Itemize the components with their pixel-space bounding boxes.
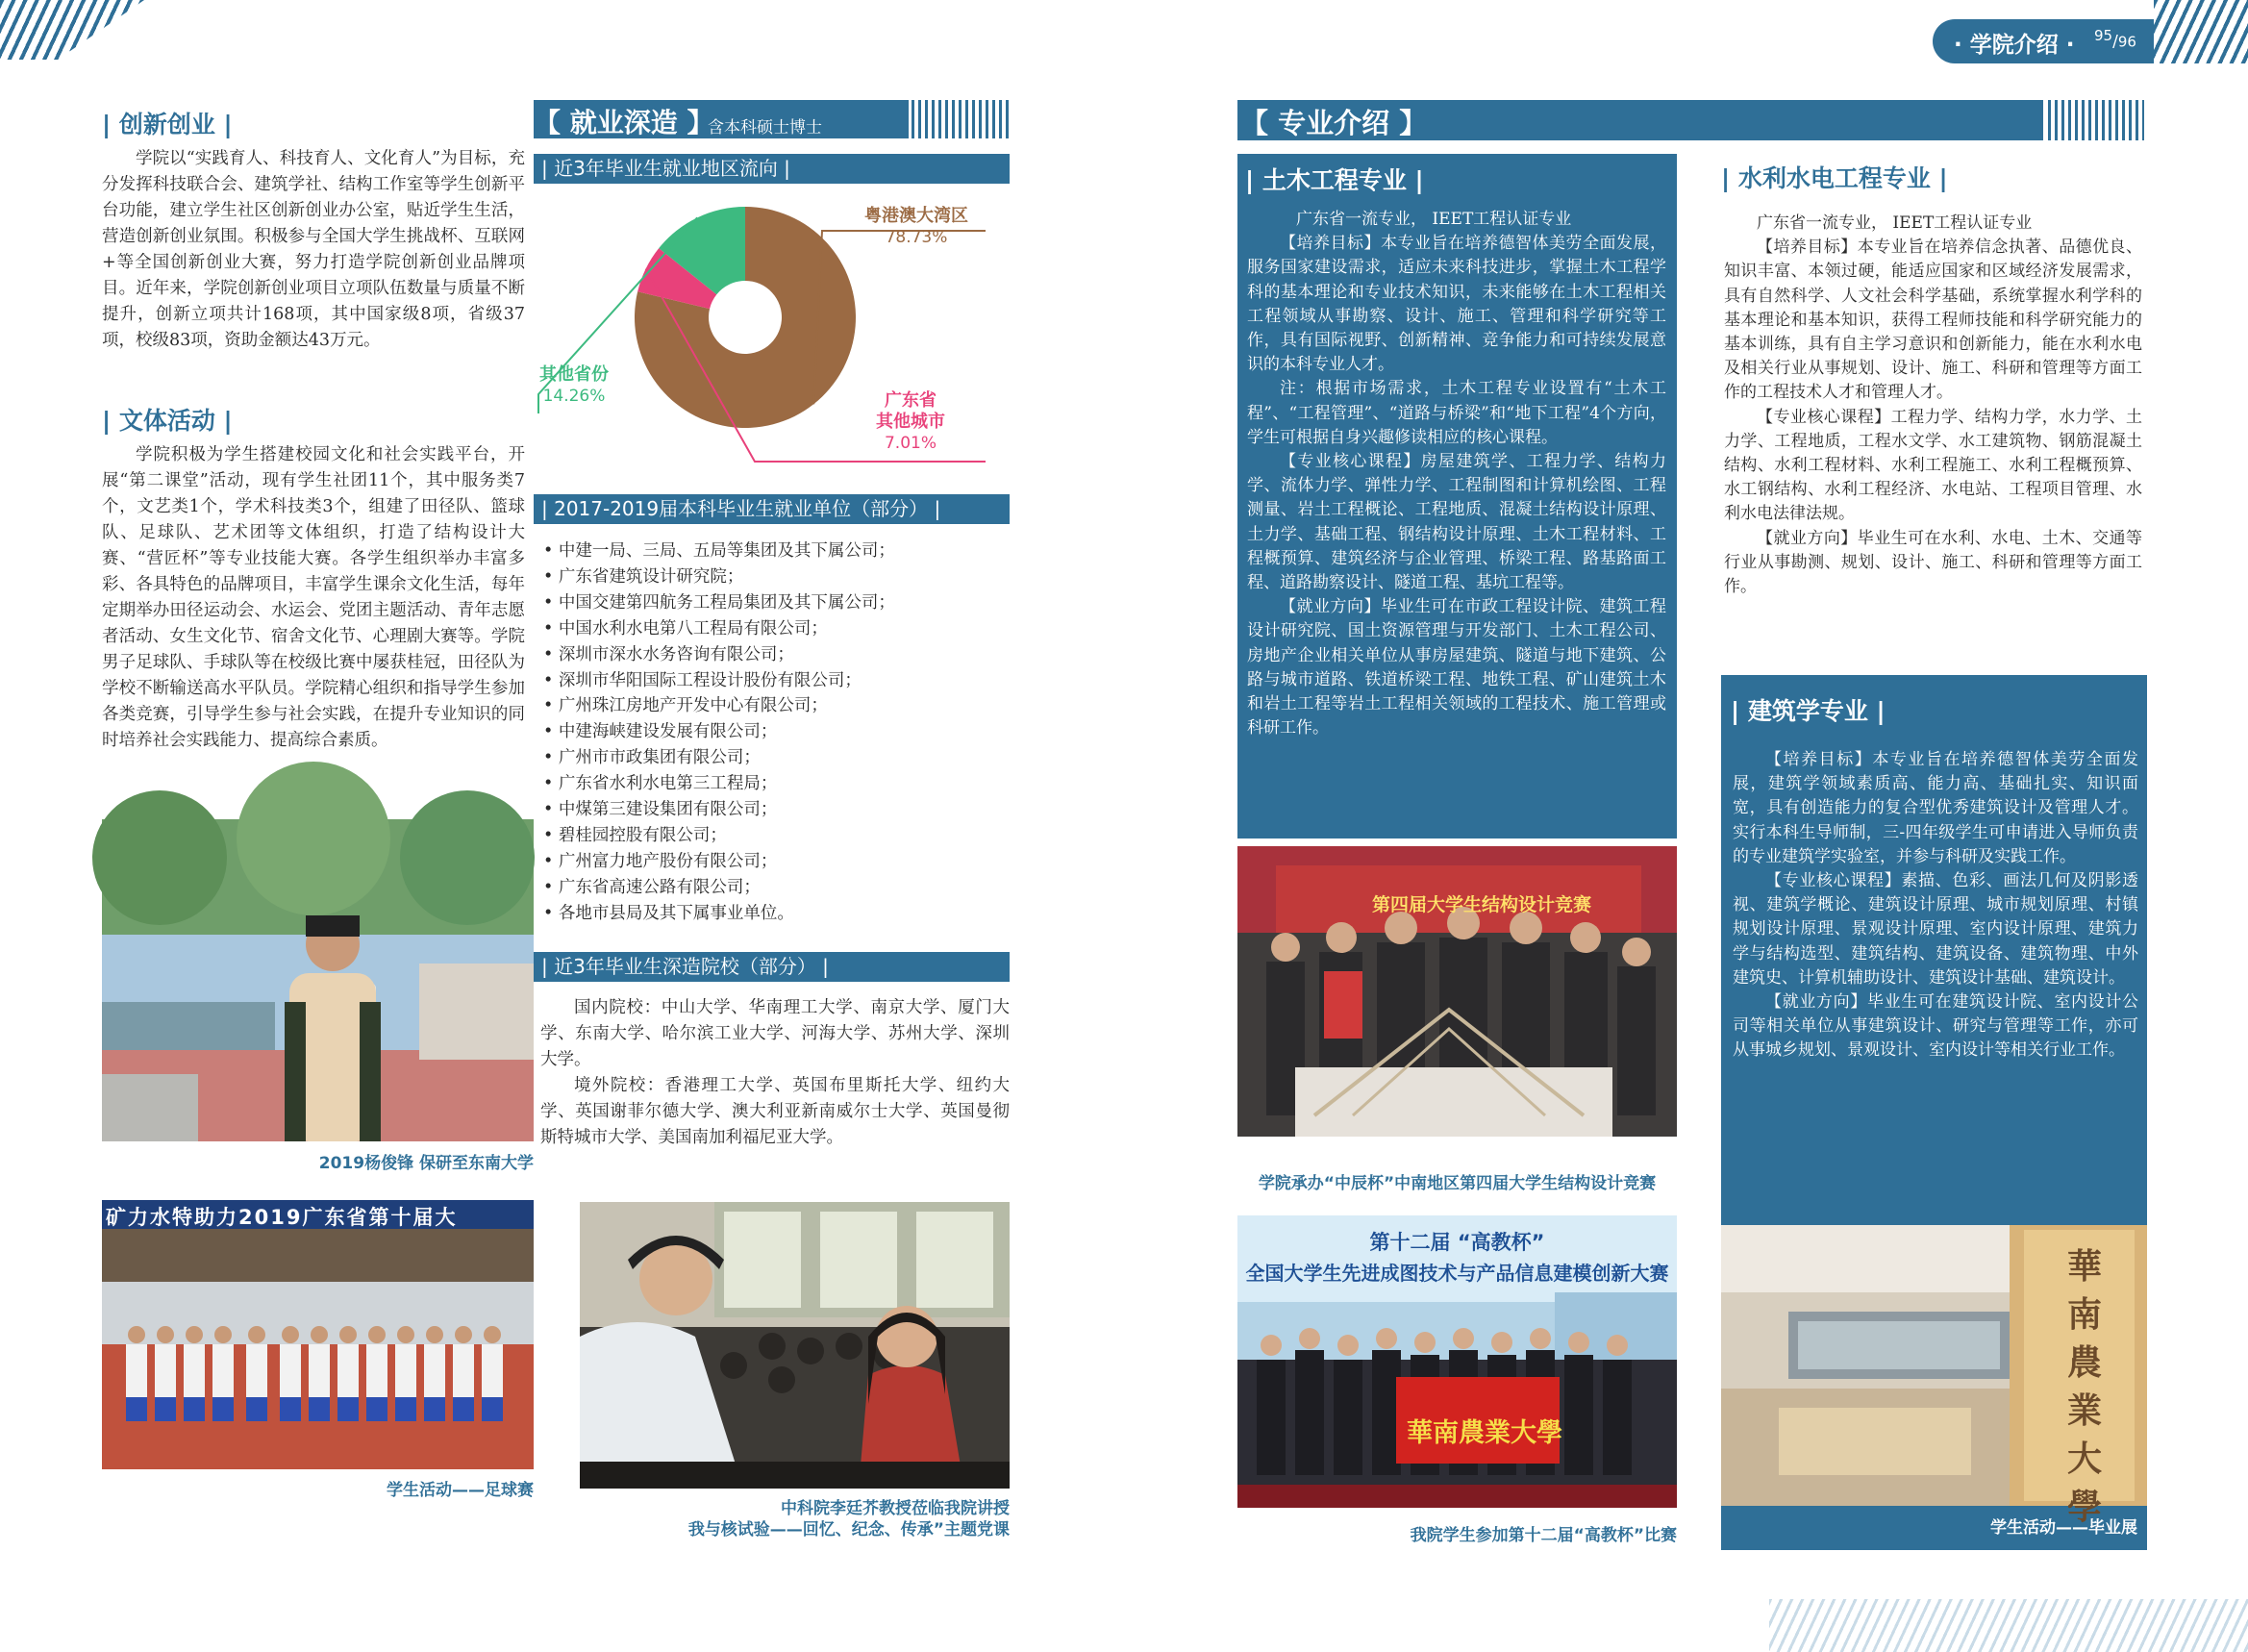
competition-caption: 学院承办“中辰杯”中南地区第四届大学生结构设计竞赛 [1258,1174,1657,1193]
hydro-career-para [1724,527,2142,600]
page-slash: / [2112,32,2118,52]
employment-unit-item [543,719,1010,745]
hydro-title: | 水利水电工程专业 | [1721,164,1948,192]
bullet-dot-icon: • [543,877,559,897]
football-banner-text: 矿力水特助力2019广东省第十届大 [106,1206,458,1229]
innovation-text: 学院以“实践育人、科技育人、文化育人”为目标，充分发挥科技联合会、建筑学社、结构工作室等学生创新平台功能，建立学生社区创新创业办公室，贴近学生生活，营造创新创业氛围。积极参与全国大学生挑战杯、互联网+等全国创新创业大赛，努力打造学院创新创业品牌项目。近年来，学院创新创业项目立项队伍数量与质量不断提升，创新立项共计168项，其中国家级8项，省级37项，校级83项，资助金额达43万元。 [102,149,525,350]
hydro-core-para [1724,406,2142,527]
contest-banner-line2: 全国大学生先进成图技术与产品信息建模创新大赛 [1245,1262,1669,1285]
competition-banner-text: 第四届大学生结构设计竞赛 [1372,894,1592,915]
bullet-dot-icon: • [543,618,559,638]
civil-panel [1237,154,1677,839]
bullet-dot-icon: • [543,696,559,716]
arch-core-para [1733,869,2138,990]
exhibition-photo [1721,1225,2147,1527]
page-current: 95 [2094,27,2113,44]
civil-goal-para [1247,232,1666,377]
bullet-dot-icon: • [543,774,559,794]
arch-goal-para [1733,748,2138,869]
bullet-dot-icon: • [543,851,559,871]
employment-unit-text: 广东省水利水电第三工程局； [558,774,778,794]
units-title-bar: | 2017-2019届本科毕业生就业单位（部分） | [534,494,1010,524]
majors-title: 【 专业介绍 】 [1240,107,1428,139]
bottom-right-hatch-decoration [1769,1599,2248,1652]
employment-unit-text: 广州富力地产股份有限公司； [558,851,778,871]
employment-unit-item [543,875,1010,901]
employment-unit-text: 广东省高速公路有限公司； [558,877,761,897]
hydro-goal: 本专业旨在培养信念执著、品德优良、知识丰富、本领过硬，能适应国家和区域经济发展需求，具有自然科学、人文社会科学基础，系统掌握水利学科的基本理论和基本知识，获得工程师技能和科学研究能力的基本训练，具有自主学习意识和创新能力，能在水利水电及相关行业从事规划、设计、施工、科研和管理等方面工作的工程技术人才和管理人才。 [1724,238,2143,403]
arch-career-label: 【就业方向】 [1765,992,1867,1013]
employment-unit-item [543,668,1010,694]
donut-label: 广东省 [885,390,937,411]
employment-unit-text: 中建海峡建设发展有限公司； [558,722,778,742]
employment-unit-item [543,849,1010,875]
bullet-dot-icon: • [543,644,559,664]
bullet-dot-icon: • [543,541,559,561]
contest-photo [1237,1215,1677,1508]
schools-title-bar: | 近3年毕业生深造院校（部分） | [534,952,1010,982]
donut-label: 其他城市 [876,412,945,432]
culture-title: | 文体活动 | [102,407,233,435]
competition-photo [1237,846,1677,1137]
civil-intro: 广东省一流专业， IEET工程认证专业 [1296,210,1572,229]
employment-title: 【 就业深造 】 [534,107,714,138]
civil-career-para [1247,595,1666,740]
employment-donut-chart [534,192,1010,471]
football-caption: 学生活动——足球赛 [387,1481,534,1500]
arch-career-para [1733,990,2138,1064]
page-number [2094,27,2136,52]
employment-unit-item [543,564,1010,590]
contest-flag-text: 華南農業大學 [1407,1418,1562,1448]
hydro-text-block [1724,212,2142,599]
employment-unit-text: 中建一局、三局、五局等集团及其下属公司； [558,541,895,561]
student-photo-caption: 2019杨俊锋 保研至东南大学 [318,1154,534,1173]
civil-career-label: 【就业方向】 [1280,597,1381,617]
exhibition-caption: 学生活动——毕业展 [1990,1518,2137,1538]
culture-text: 学院积极为学生搭建校园文化和社会实践平台，开展“第二课堂”活动，现有学生社团11个，其中服务类7个，文艺类1个，学术科技类3个，组建了田径队、篮球队、足球队、艺术团等文体组织，打造了结构设计大赛、“营匠杯”等专业技能大赛。各学生组织举办丰富多彩、各具特色的品牌项目，丰富学生课余文化生活，每年定期举办田径运动会、水运会、党团主题活动、青年志愿者活动、女生文化节、宿舍文化节、心理剧大赛等。学院男子足球队、手球队等在校级比赛中屡获桂冠，田径队为学校不断输送高水平队员。学院精心组织和指导学生参加各类竞赛，引导学生参与社会实践，在提升专业知识的同时培养社会实践能力、提高综合素质。 [102,445,525,750]
arch-title: | 建筑学专业 | [1731,697,1886,725]
employment-unit-text: 深圳市华阳国际工程设计股份有限公司； [558,670,862,690]
employment-unit-item [543,823,1010,849]
schools-text-block [540,995,1010,1151]
bullet-dot-icon: • [543,825,559,845]
civil-core: 房屋建筑学、工程力学、结构力学、流体力学、弹性力学、工程制图和计算机绘图、工程测量、岩土工程概论、工程地质、混凝土结构设计原理、土力学、基础工程、钢结构设计原理、土木工程材料、工程概预算、建筑经济与企业管理、桥梁工程、路基路面工程、道路勘察设计、隧道工程、基坑工程等。 [1247,452,1667,593]
arch-core-label: 【专业核心课程】 [1765,871,1902,891]
civil-note: 注：根据市场需求，土木工程专业设置有“土木工程”、“工程管理”、“道路与桥梁”和“地下工程”4个方向，学生可根据自身兴趣修读相应的核心课程。 [1247,379,1666,447]
employment-unit-item [543,771,1010,797]
employment-unit-text: 各地市县局及其下属事业单位。 [558,903,794,923]
exhibition-wall-text: 華南農業大學 [2067,1246,2103,1527]
bullet-dot-icon: • [543,592,559,613]
civil-core-para [1247,450,1666,595]
arch-goal-label: 【培养目标】 [1765,750,1873,769]
contest-banner-line1: 第十二届 “高教杯” [1369,1231,1545,1254]
hydro-goal-label: 【培养目标】 [1757,238,1858,258]
innovation-text-block [102,146,525,354]
overseas-schools: 境外院校：香港理工大学、英国布里斯托大学、纽约大学、英国谢菲尔德大学、澳大利亚新南威尔士大学、英国曼彻斯特城市大学、美国南加利福尼亚大学。 [540,1076,1010,1147]
culture-text-block [102,442,525,754]
bullet-dot-icon: • [543,748,559,768]
lecture-caption-line1: 中科院李廷芥教授莅临我院讲授 [781,1499,1010,1518]
employment-unit-item [543,797,1010,823]
employment-subtitle: 含本科硕士博士 [708,118,822,138]
employment-unit-text: 中国水利水电第八工程局有限公司； [558,618,828,638]
arch-core: 素描、色彩、画法几何及阴影透视、建筑学概论、建筑设计原理、城市规划原理、村镇规划设计原理、景观设计原理、室内设计原理、建筑力学与结构选型、建筑结构、建筑设备、建筑物理、中外建筑史、计算机辅助设计、建筑设计基础、建筑设计。 [1733,871,2139,988]
employment-unit-item [543,693,1010,719]
hydro-career: 毕业生可在水利、水电、土木、交通等行业从事勘测、规划、设计、施工、科研和管理等方面工作。 [1724,528,2143,597]
hydro-intro: 广东省一流专业， IEET工程认证专业 [1757,213,2033,233]
civil-goal: 本专业旨在培养德智体美劳全面发展，服务国家建设需求，适应未来科技进步，掌握土木工程学科的基本理论和专业技术知识，未来能够在土木工程相关工程领域从事勘察、设计、施工、管理和科学研究等工作，具有国际视野、创新精神、竞争能力和可持续发展意识的本科专业人才。 [1247,234,1666,375]
employment-unit-item [543,745,1010,771]
contest-caption: 我院学生参加第十二届“高教杯”比赛 [1410,1526,1677,1545]
employment-unit-text: 中煤第三建设集团有限公司； [558,800,778,820]
page-total: 96 [2117,33,2136,51]
civil-career: 毕业生可在市政工程设计院、建筑工程设计研究院、国土资源管理与开发部门、土木工程公司、房地产企业相关单位从事房屋建筑、隧道与地下建筑、公路与城市道路、铁道桥梁工程、地铁工程、矿山建筑土木和岩土工程等岩土工程相关领域的工程技术、施工管理或科研工作。 [1247,597,1666,738]
employment-unit-text: 碧桂园控股有限公司； [558,825,727,845]
employment-unit-text: 广州珠江房地产开发中心有限公司； [558,696,828,716]
bullet-dot-icon: • [543,566,559,587]
civil-text-block [1247,208,1666,740]
bullet-dot-icon: • [543,722,559,742]
lecture-caption-line2: 我与核试验——回忆、纪念、传承”主题党课 [687,1520,1010,1539]
employment-units-list [543,538,1010,927]
bullet-dot-icon: • [543,670,559,690]
donut-label: 其他省份 [539,364,609,385]
employment-unit-item [543,901,1010,927]
hydro-core-label: 【专业核心课程】 [1757,407,1891,427]
hydro-career-label: 【就业方向】 [1757,528,1858,548]
bullet-dot-icon: • [543,903,559,923]
employment-unit-item [543,538,1010,564]
employment-unit-item [543,590,1010,616]
hydro-goal-para [1724,236,2142,405]
hydro-core: 工程力学、结构力学，水力学、土力学、工程地质，工程水文学、水工建筑物、钢筋混凝土结构、水利工程材料、水利工程施工、水利工程概预算、水工钢结构、水利工程经济、水电站、工程项目管理、水利水电法律法规。 [1724,407,2143,524]
football-photo [102,1200,534,1469]
civil-goal-label: 【培养目标】 [1280,234,1381,254]
arch-career: 毕业生可在建筑设计院、室内设计公司等相关单位从事建筑设计、研究与管理等工作，亦可从事城乡规划、景观设计、室内设计等相关行业工作。 [1733,992,2138,1061]
student-photo [102,819,534,1141]
bullet-dot-icon: • [543,800,559,820]
donut-label: 粤港澳大湾区 [864,206,968,226]
innovation-title: | 创新创业 | [102,111,233,138]
top-left-hatch-decoration [0,0,144,60]
donut-value-label: 7.01% [884,434,937,453]
domestic-schools: 国内院校：中山大学、华南理工大学、南京大学、厦门大学、东南大学、哈尔滨工业大学、河海大学、苏州大学、深圳大学。 [540,998,1010,1069]
employment-unit-text: 广州市市政集团有限公司； [558,748,761,768]
arch-panel [1721,675,2147,1550]
arch-text-block [1733,748,2138,1064]
employment-unit-item [543,642,1010,668]
employment-unit-item [543,616,1010,642]
donut-value-label: 78.73% [885,228,948,247]
employment-unit-text: 广东省建筑设计研究院； [558,566,744,587]
civil-title: | 土木工程专业 | [1245,166,1424,194]
flow-title-bar: | 近3年毕业生就业地区流向 | [534,154,1010,184]
employment-unit-text: 深圳市深水水务咨询有限公司； [558,644,794,664]
header-label: · 学院介绍 · [1954,33,2075,58]
majors-header-hatch [2048,100,2144,140]
lecture-photo [580,1202,1010,1489]
donut-value-label: 14.26% [542,387,606,406]
employment-header-hatch [912,100,1010,138]
civil-core-label: 【专业核心课程】 [1280,452,1421,472]
header-hatch-decoration [2154,0,2248,63]
employment-unit-text: 中国交建第四航务工程局集团及其下属公司； [558,592,895,613]
arch-goal: 本专业旨在培养德智体美劳全面发展，建筑学领域素质高、能力高、基础扎实、知识面宽，具有创造能力的复合型优秀建筑设计及管理人才。实行本科生导师制，三-四年级学生可申请进入导师负责的专业建筑学实验室，并参与科研及实践工作。 [1733,750,2139,866]
